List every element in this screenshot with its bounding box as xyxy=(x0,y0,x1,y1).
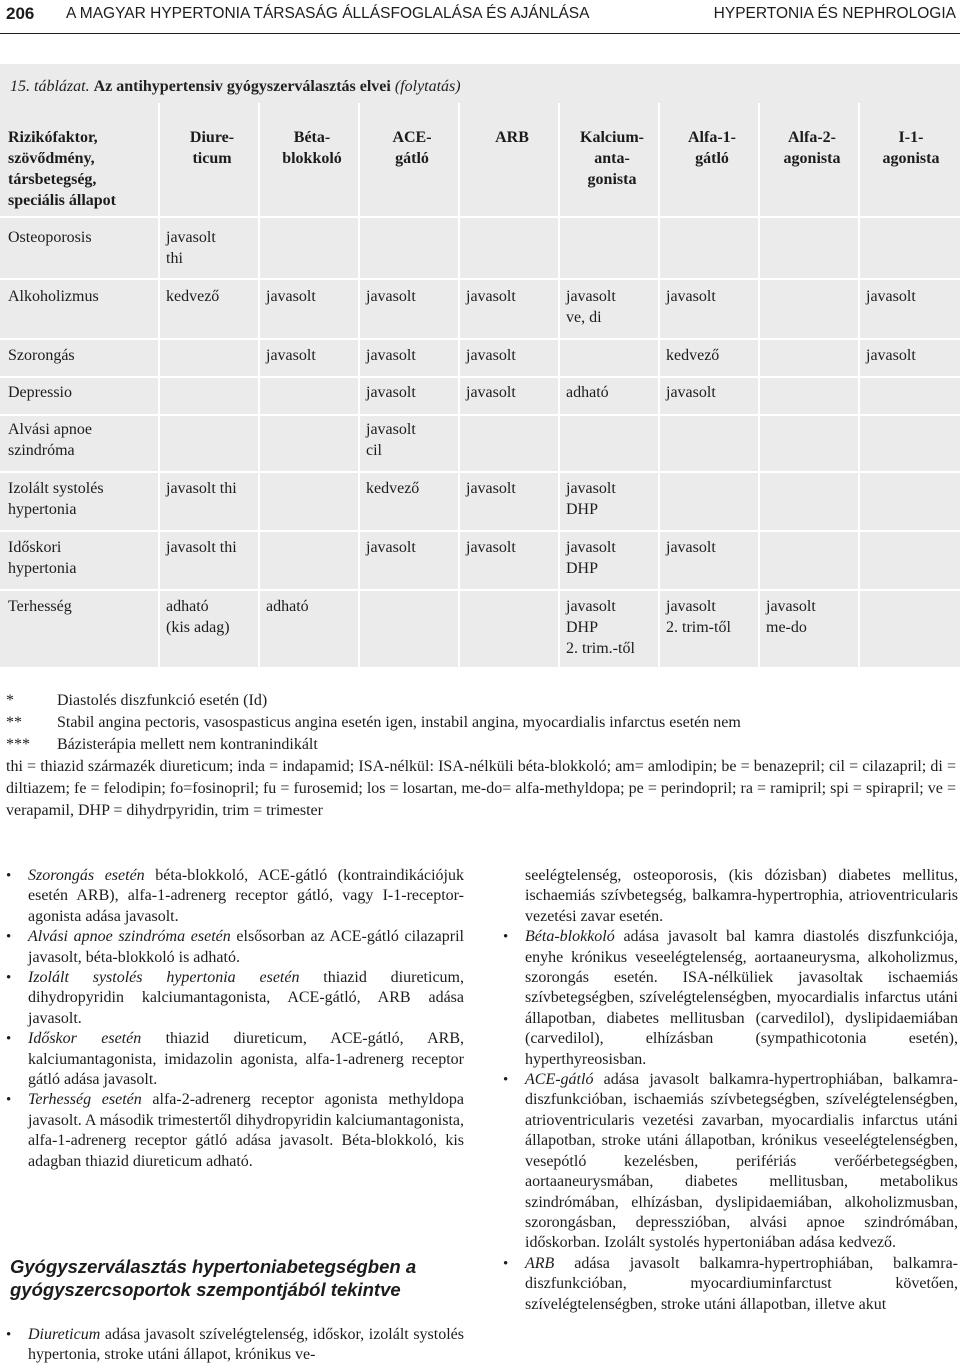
row-label-line: Időskori xyxy=(8,539,62,556)
cell-line: DHP xyxy=(566,619,599,636)
left-column-bullets xyxy=(6,866,464,1172)
footnote-mark: *** xyxy=(6,736,30,753)
table-cell xyxy=(866,286,916,307)
header-line: Béta- xyxy=(293,129,331,146)
table-cell xyxy=(166,537,237,558)
row-divider xyxy=(0,376,960,378)
table-cell xyxy=(666,537,716,558)
header-line: anta- xyxy=(594,150,630,167)
cell-line: kedvező xyxy=(166,288,220,305)
table-cell xyxy=(666,596,731,638)
column-header xyxy=(264,127,360,169)
row-label-line: Depressio xyxy=(8,384,72,401)
table-cell xyxy=(666,382,716,403)
column-header xyxy=(8,127,156,211)
caption-prefix: 15. táblázat. xyxy=(10,78,90,95)
cell-line: javasolt xyxy=(366,539,416,556)
abbreviation-legend: thi = thiazid származék diureticum; inda = indapamid; ISA-nélkül: ISA-nélküli béta-blokkoló; am= amlodipin; be = benazepril; cil = cilazapril; di = diltiazem; fe = felodipin; fo=fosinopril; fu = furosemid; los = losartan, me-do= alfa-methyldopa; pe = perindopril; ra = ramipril; spi = spirapril; ve = verapamil, DHP = dihydrpyridin, trim = trimester xyxy=(6,758,956,819)
cell-line: javasolt thi xyxy=(166,539,237,556)
bullet-item xyxy=(503,1070,958,1254)
header-line: Kalcium- xyxy=(580,129,644,146)
row-label xyxy=(8,227,92,248)
footnote-text: Diastolés diszfunkció esetén (Id) xyxy=(57,692,268,709)
cell-line: ve, di xyxy=(566,309,602,326)
column-header xyxy=(164,127,260,169)
cell-line: javasolt xyxy=(266,347,316,364)
cell-line: javasolt thi xyxy=(166,480,237,497)
column-divider xyxy=(258,103,260,667)
caption-title: Az antihypertensiv gyógyszerválasztás elvei xyxy=(93,78,391,95)
cell-line: cil xyxy=(366,442,382,459)
column-divider xyxy=(358,103,360,667)
bullet-text: alfa-2-adrenerg receptor agonista methyldopa javasolt. A második trimestertől dihydropyridin kalciumantagonista, alfa-1-adrenerg receptor gátló adása javasolt. Béta-blokkoló, kis adagban thiazid diureticum adható. xyxy=(28,1091,464,1170)
row-label xyxy=(8,537,76,579)
bullet-text: thiazid diureticum, dihydropyridin kalciumantagonista, ACE-gátló, ARB adása javasolt. xyxy=(28,969,464,1027)
cell-line: DHP xyxy=(566,560,599,577)
header-line: Rizikófaktor, xyxy=(8,129,98,146)
bullet-lead: Béta-blokkoló xyxy=(525,928,615,946)
footnote-mark: * xyxy=(6,692,14,709)
header-line: I-1- xyxy=(898,129,924,146)
header-line: ARB xyxy=(495,129,529,146)
bullet-item xyxy=(6,1325,464,1366)
table-cell xyxy=(366,419,416,461)
table-cell xyxy=(366,345,416,366)
row-divider xyxy=(0,338,960,340)
bullet-lead: Terhesség esetén xyxy=(28,1091,142,1109)
cell-line: thi xyxy=(166,250,183,267)
section-heading: Gyógyszerválasztás hypertoniabetegségben a gyógyszercsoportok szempontjából tekintve xyxy=(10,1256,417,1300)
table-cell xyxy=(566,596,635,659)
running-header xyxy=(0,0,960,34)
table-cell xyxy=(366,478,419,499)
cell-line: javasolt xyxy=(366,384,416,401)
bullet-item xyxy=(6,927,464,968)
table-cell xyxy=(366,537,416,558)
footnote-mark: ** xyxy=(6,714,22,731)
column-header xyxy=(664,127,760,169)
header-line: ACE- xyxy=(392,129,432,146)
bullet-text: adása javasolt balkamra-hypertrophiában, balkamra-diszfunkcióban, ischaemiás szívbetegségben, szívelégtelenségben, atrioventricularis vezetési zavarban, myocardialis infarctus utáni állapotban, stroke utáni állapotban, krónikus veseelégtelenségben, vesepótló kezelésben, perifériás verőérbetegségben, aortaaneurysmában, diabetes mellitusban, metabolikus szindrómában, elhízásban, dyslipidaemiában, alkoholizmusban, szorongásban, depresszióban, alvási apnoe szindrómában, időskorban. Izolált systolés hypertoniában adása kedvező. xyxy=(525,1071,958,1252)
row-label-line: Terhesség xyxy=(8,598,72,615)
column-header xyxy=(464,127,560,148)
header-line: agonista xyxy=(783,150,841,167)
cell-line: javasolt xyxy=(366,347,416,364)
bullet-item xyxy=(503,1254,958,1315)
header-line: szövődmény, xyxy=(8,150,95,167)
row-label-line: Szorongás xyxy=(8,347,75,364)
header-line: Alfa-2- xyxy=(788,129,836,146)
row-label xyxy=(8,382,72,403)
table-cell xyxy=(566,382,609,403)
column-header xyxy=(364,127,460,169)
table-cell xyxy=(566,286,616,328)
table-cell xyxy=(466,478,516,499)
cell-line: javasolt xyxy=(266,288,316,305)
bullet-text: elsősorban az ACE-gátló cilazapril javasolt, béta-blokkoló is adható. xyxy=(28,928,464,966)
column-divider xyxy=(558,103,560,667)
bullet-lead: Alvási apnoe szindróma esetén xyxy=(28,928,231,946)
table-cell xyxy=(466,537,516,558)
cell-line: (kis adag) xyxy=(166,619,230,636)
page-number: 206 xyxy=(6,4,35,23)
table-cell xyxy=(166,286,219,307)
row-label-line: Alkoholizmus xyxy=(8,288,99,305)
column-header xyxy=(864,127,958,169)
row-label xyxy=(8,419,92,461)
cell-line: javasolt xyxy=(466,480,516,497)
bullet-text: adása javasolt balkamra-hypertrophiában, balkamra-diszfunkcióban, myocardiuminfarctust követően, szívelégtelenségben, stroke utáni állapotban, illetve akut xyxy=(525,1254,958,1313)
row-label xyxy=(8,596,72,617)
column-divider xyxy=(458,103,460,667)
table-cell xyxy=(866,345,916,366)
cell-line: javasolt xyxy=(366,421,416,438)
header-line: blokkoló xyxy=(282,150,342,167)
header-line: Alfa-1- xyxy=(688,129,736,146)
table-cell xyxy=(266,596,309,617)
bullet-item xyxy=(6,1029,464,1090)
bullet-lead: Diureticum xyxy=(28,1326,101,1343)
row-label-line: hypertonia xyxy=(8,560,77,577)
table-caption xyxy=(10,78,461,96)
cell-line: kedvező xyxy=(366,480,420,497)
column-divider xyxy=(158,103,160,667)
bullet-item xyxy=(6,968,464,1029)
row-label xyxy=(8,345,75,366)
row-divider xyxy=(0,414,960,416)
cell-line: javasolt xyxy=(466,288,516,305)
column-divider xyxy=(858,103,860,667)
row-label xyxy=(8,478,104,520)
cell-line: 2. trim.-től xyxy=(566,640,635,657)
bullet-lead: Izolált systolés hypertonia esetén xyxy=(28,969,300,987)
header-line: társbetegség, xyxy=(8,171,97,188)
cell-line: 2. trim-től xyxy=(666,619,731,636)
bullet-lead: Időskor esetén xyxy=(28,1030,142,1048)
row-label-line: Alvási apnoe xyxy=(8,421,92,438)
bullet-text: béta-blokkoló, ACE-gátló (kontraindikációjuk esetén ARB), alfa-1-adrenerg receptor gátló, vagy I-1-receptor-agonista adása javasolt. xyxy=(28,867,464,925)
header-line: gonista xyxy=(587,171,637,188)
cell-line: javasolt xyxy=(166,229,216,246)
row-label-line: Izolált systolés xyxy=(8,480,104,497)
caption-suffix: (folytatás) xyxy=(394,78,461,95)
column-header xyxy=(764,127,860,169)
cell-line: javasolt xyxy=(666,598,716,615)
row-label-line: hypertonia xyxy=(8,501,77,518)
bullet-item xyxy=(6,866,464,927)
row-label xyxy=(8,286,99,307)
table-cell xyxy=(466,345,516,366)
header-line: agonista xyxy=(882,150,940,167)
table-cell xyxy=(566,537,616,579)
table-cell xyxy=(266,286,316,307)
cell-line: javasolt xyxy=(566,598,616,615)
cell-line: javasolt xyxy=(366,288,416,305)
bullet-lead: Szorongás esetén xyxy=(28,867,145,884)
cell-line: javasolt xyxy=(466,347,516,364)
row-divider xyxy=(0,589,960,591)
left-column-bullets-2 xyxy=(6,1325,464,1366)
cell-line: javasolt xyxy=(566,480,616,497)
cell-line: adható xyxy=(566,384,609,401)
cell-line: adható xyxy=(166,598,209,615)
cell-line: javasolt xyxy=(766,598,816,615)
row-label-line: szindróma xyxy=(8,442,75,459)
header-line: gátló xyxy=(395,150,429,167)
cell-line: javasolt xyxy=(466,384,516,401)
header-line: Diure- xyxy=(189,129,235,146)
table-cell xyxy=(466,286,516,307)
row-divider xyxy=(0,530,960,532)
cell-line: me-do xyxy=(766,619,807,636)
cell-line: javasolt xyxy=(666,384,716,401)
table-cell xyxy=(566,478,616,520)
row-divider xyxy=(0,471,960,473)
table-cell xyxy=(166,227,216,269)
cell-line: javasolt xyxy=(666,539,716,556)
table-cell xyxy=(766,596,816,638)
row-label-line: Osteoporosis xyxy=(8,229,92,246)
table-cell xyxy=(366,382,416,403)
bullet-text: thiazid diureticum, ACE-gátló, ARB, kalciumantagonista, imidazolin agonista, alfa-1-adrenerg receptor gátló adása javasolt. xyxy=(28,1030,465,1089)
table-cell xyxy=(166,478,237,499)
table-cell xyxy=(366,286,416,307)
table-cell xyxy=(266,345,316,366)
bullet-item xyxy=(503,927,958,1070)
cell-line: adható xyxy=(266,598,309,615)
bullet-text: adása javasolt szívelégtelenség, időskor, izolált systolés hypertonia, stroke utáni állapot, krónikus ve- xyxy=(28,1326,464,1364)
column-divider xyxy=(758,103,760,667)
cell-line: javasolt xyxy=(866,347,916,364)
cell-line: javasolt xyxy=(866,288,916,305)
journal-title: A MAGYAR HYPERTONIA TÁRSASÁG ÁLLÁSFOGLALÁSA ÉS AJÁNLÁSA xyxy=(66,5,590,22)
cell-line: javasolt xyxy=(666,288,716,305)
right-column-bullets xyxy=(503,866,958,1315)
bullet-text: adása javasolt bal kamra diastolés diszfunkciója, enyhe krónikus veseelégtelenség, aortaaneurysma, alkoholizmus, szorongás esetén. ISA-nélküliek javasoltak ischaemiás szívbetegségben, szívelégtelenségben, myocardialis infarctus utáni állapotban, diabetes mellitusban (carvedilol), dyslipidaemiában (carvedilol), elhízásban (sympathicotonia esetén), hyperthyreosisban. xyxy=(525,928,958,1068)
cell-line: javasolt xyxy=(566,539,616,556)
bullet-lead: ACE-gátló xyxy=(525,1071,594,1089)
cell-line: javasolt xyxy=(566,288,616,305)
footnote-text: Bázisterápia mellett nem kontranindikált xyxy=(57,736,318,753)
column-header xyxy=(564,127,660,190)
header-line: gátló xyxy=(695,150,729,167)
table-cell xyxy=(666,286,716,307)
table-cell xyxy=(666,345,719,366)
row-divider xyxy=(0,216,960,218)
header-line: speciális állapot xyxy=(8,192,117,209)
row-divider xyxy=(0,278,960,280)
continued-paragraph: seelégtelenség, osteoporosis, (kis dózisban) diabetes mellitus, ischaemiás szívbetegség, balkamra-hypertrophia, atrioventricularis vezetési zavar esetén. xyxy=(525,867,958,925)
bullet-lead: ARB xyxy=(525,1254,555,1272)
table-cell xyxy=(166,596,230,638)
cell-line: javasolt xyxy=(466,539,516,556)
section-name: HYPERTONIA ÉS NEPHROLOGIA xyxy=(713,5,956,22)
cell-line: kedvező xyxy=(666,347,720,364)
header-line: ticum xyxy=(192,150,232,167)
bullet-item xyxy=(6,1090,464,1172)
cell-line: DHP xyxy=(566,501,599,518)
footnote-text: Stabil angina pectoris, vasospasticus angina esetén igen, instabil angina, myocardialis infarctus esetén nem xyxy=(57,714,741,731)
table-cell xyxy=(466,382,516,403)
